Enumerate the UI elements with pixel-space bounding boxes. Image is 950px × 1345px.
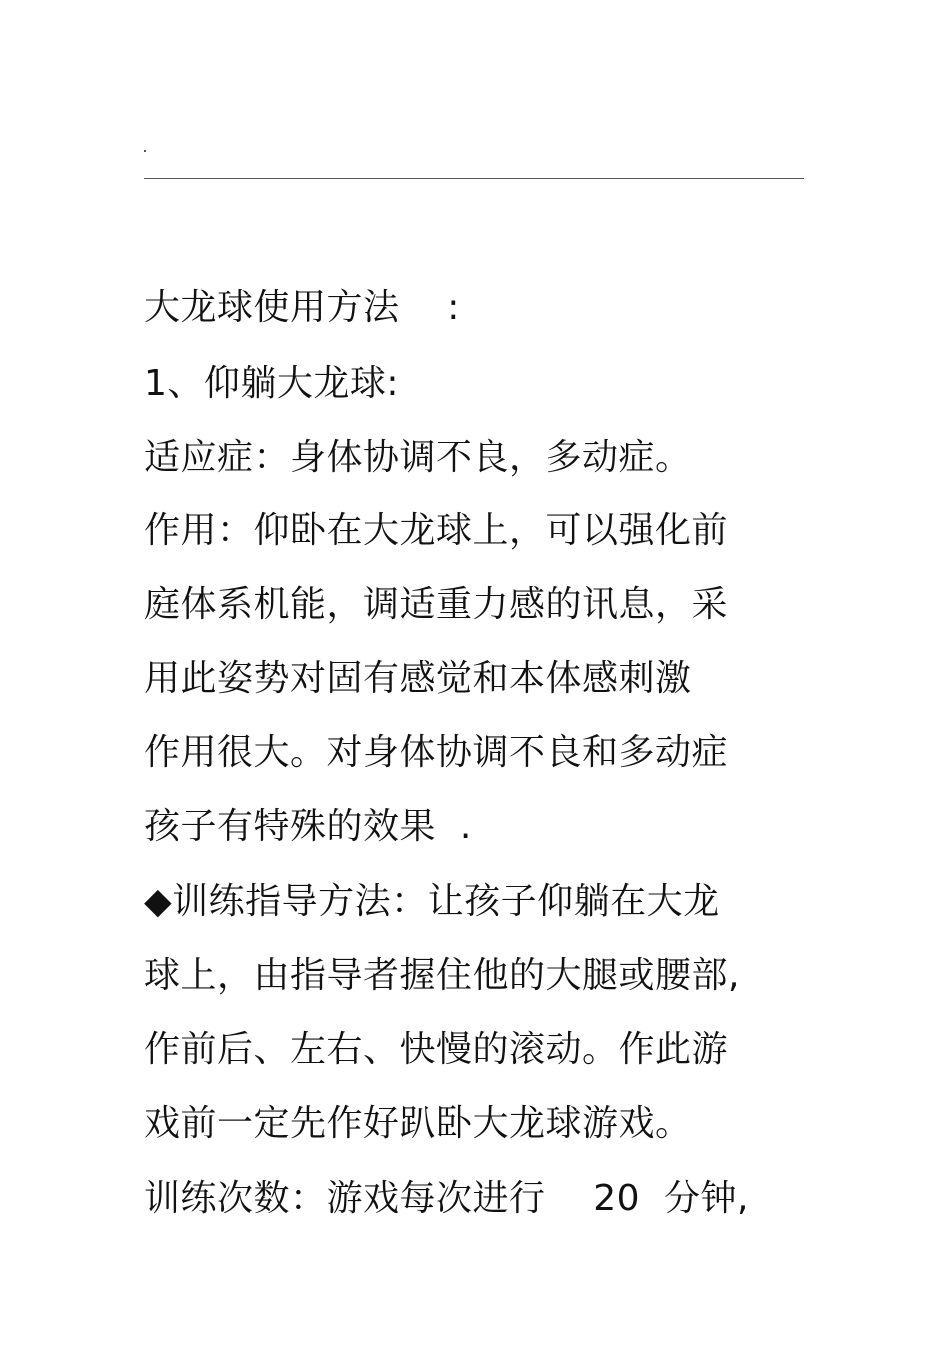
effect-text-line: 作用：仰卧在大龙球上，可以强化前 <box>144 510 729 551</box>
effect-text-line: 孩子有特殊的效果 . <box>144 806 472 847</box>
effect-text-line: 用此姿势对固有感觉和本体感刺激 <box>144 658 692 699</box>
effect-text-line: 作用很大。对身体协调不良和多动症 <box>144 732 729 773</box>
training-guidance-line: 作前后、左右、快慢的滚动。作此游 <box>144 1029 729 1070</box>
training-guidance-line: ◆训练指导方法：让孩子仰躺在大龙 <box>144 881 720 922</box>
training-frequency-text: 训练次数：游戏每次进行 20 分钟, <box>144 1178 749 1219</box>
header-mark <box>144 150 146 152</box>
effect-text-line: 庭体系机能，调适重力感的讯息，采 <box>144 584 729 625</box>
indication-text: 适应症：身体协调不良，多动症。 <box>144 437 692 478</box>
training-guidance-line: 球上，由指导者握住他的大腿或腰部, <box>144 955 740 996</box>
training-guidance-line: 戏前一定先作好趴卧大龙球游戏。 <box>144 1103 692 1144</box>
header-rule <box>144 178 804 179</box>
section-title: 大龙球使用方法 : <box>144 287 460 328</box>
subsection-heading: 1、仰躺大龙球: <box>144 363 400 404</box>
